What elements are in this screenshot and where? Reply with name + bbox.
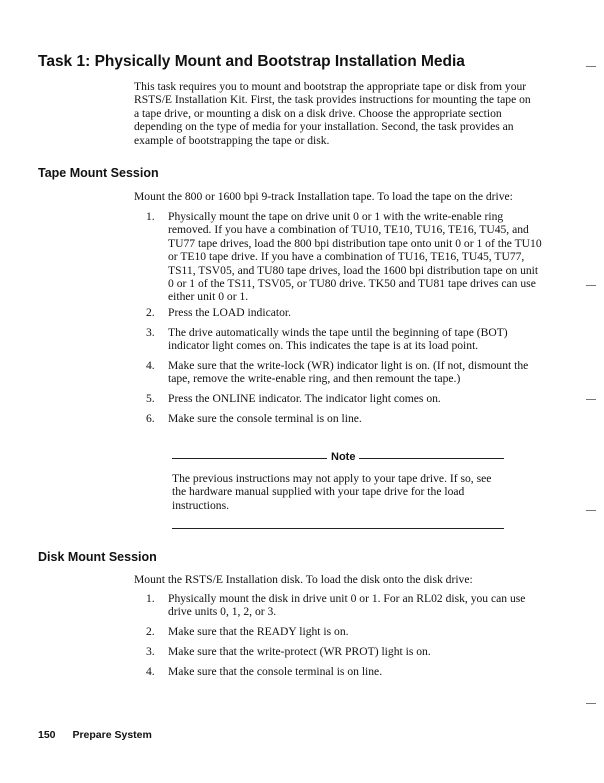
margin-mark (586, 510, 596, 511)
tape-step (146, 326, 526, 353)
intro-paragraph: This task requires you to mount and bootstrap the appropriate tape or disk from your RSTS/E Installation Kit. First, the task provides instructions for mounting the tape on a tape drive, or mounting a disk on a disk drive. Choose the appropriate section depending on the type of media for your installation. Second, the task provides an example of bootstrapping the tape or disk. (134, 80, 531, 147)
disk-step (146, 645, 546, 658)
page-number: 150 (38, 729, 56, 741)
note-text: The previous instructions may not apply to your tape drive. If so, see the hardware manual supplied with your tape drive for the load instructions. (172, 472, 492, 512)
step-number: 4. (146, 359, 155, 372)
tape-heading: Tape Mount Session (38, 166, 159, 180)
step-number: 6. (146, 412, 155, 425)
step-text: Make sure that the write-lock (WR) indicator light is on. (If not, dismount the tape, remove the write-enable ring, and then remount the tape.) (168, 359, 529, 386)
step-number: 3. (146, 645, 155, 658)
page-footer (38, 729, 152, 741)
tape-step (146, 412, 546, 425)
disk-step (146, 625, 546, 638)
step-text: Press the LOAD indicator. (168, 306, 292, 319)
footer-section: Prepare System (72, 729, 152, 741)
tape-step (146, 359, 541, 386)
note-label: Note (327, 451, 359, 463)
step-number: 2. (146, 306, 155, 319)
step-text: Make sure that the console terminal is on line. (168, 665, 383, 678)
tape-lead: Mount the 800 or 1600 bpi 9-track Installation tape. To load the tape on the drive: (134, 190, 513, 203)
tape-step (146, 392, 546, 405)
note-bottom-rule (172, 528, 504, 529)
step-text: Make sure that the READY light is on. (168, 625, 349, 638)
step-number: 5. (146, 392, 155, 405)
step-text: Physically mount the tape on drive unit 0 or 1 with the write-enable ring removed. If you have a combination of TU10, TE10, TU16, TE16, TU45, and TU77 tape drives, load the 800 bpi distribution tape onto unit 0 or 1 of the TU10 or TE10 tape drive. If you have a combination of TU16, TE16, TU45, TU77, TS11, TSV05, and TU80 tape drives, load the 1600 bpi distribution tape on unit 0 or 1 of the TS11, TSV05, or TU80 drive. TK50 and TU81 tape drives can use either unit 0 or 1. (168, 210, 542, 304)
step-number: 2. (146, 625, 155, 638)
margin-mark (586, 285, 596, 286)
disk-lead: Mount the RSTS/E Installation disk. To load the disk onto the disk drive: (134, 573, 473, 586)
step-number: 1. (146, 210, 155, 223)
disk-heading: Disk Mount Session (38, 550, 157, 564)
margin-mark (586, 703, 596, 704)
margin-mark (586, 66, 596, 67)
disk-step (146, 665, 546, 678)
step-number: 4. (146, 665, 155, 678)
step-text: Make sure the console terminal is on line. (168, 412, 362, 425)
page-title: Task 1: Physically Mount and Bootstrap Installation Media (38, 53, 465, 70)
tape-step (146, 306, 546, 319)
step-text: Make sure that the write-protect (WR PROT) light is on. (168, 645, 431, 658)
disk-step (146, 592, 541, 619)
step-text: Physically mount the disk in drive unit 0 or 1. For an RL02 disk, you can use drive units 0, 1, 2, or 3. (168, 592, 526, 619)
step-text: Press the ONLINE indicator. The indicator light comes on. (168, 392, 441, 405)
margin-mark (586, 399, 596, 400)
step-number: 3. (146, 326, 155, 339)
step-text: The drive automatically winds the tape until the beginning of tape (BOT) indicator light comes on. This indicates the tape is at its load point. (168, 326, 508, 353)
tape-step (146, 210, 546, 304)
step-number: 1. (146, 592, 155, 605)
